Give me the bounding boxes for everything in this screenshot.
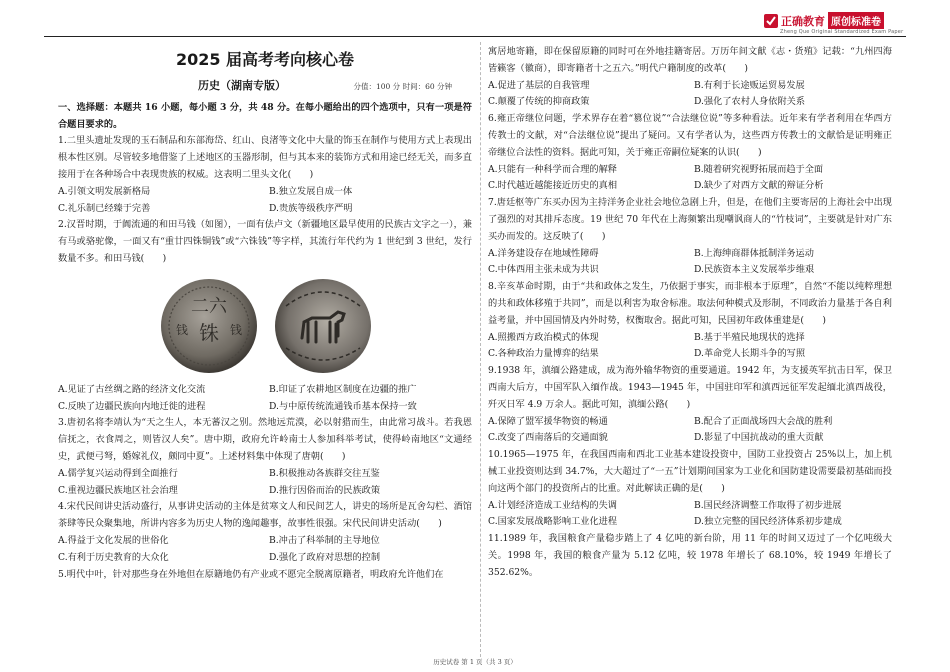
option-c[interactable]: C.礼乐制已经臻于完善 — [58, 202, 151, 214]
option-a[interactable]: A.促进了基层的自我管理 — [488, 79, 590, 91]
options — [488, 162, 892, 196]
options — [488, 78, 892, 112]
question-stem: 3.唐初名将李靖认为“天之生人，本无蕃汉之别。然地远荒漠，必以射猎而生，由此常习战斗。若我恩信抚之，衣食周之，则皆汉人矣”。唐中期，政府允许岭南士人参加科举考试，使得岭南地区“文通经史，武便弓弩，婚嫁礼仪，颇同中夏”。上述材料集中体现了唐朝( ) — [58, 417, 472, 462]
header-rule — [44, 36, 906, 37]
option-d[interactable]: D.推行因俗而治的民族政策 — [269, 484, 381, 496]
question-stem: 1.二里头遗址发现的玉石制品和东部海岱、红山、良渚等文化中大量的饰玉在制作与使用方式上表现出根本性区别。尽管较多地借鉴了上述地区的玉器形制，但与其本来的装饰方式和用途已经无关，而多直接用于在各种场合中表现贵族的权威。这表明二里头文化( ) — [58, 135, 472, 180]
options — [488, 330, 892, 364]
options — [58, 382, 472, 416]
options — [488, 414, 892, 448]
subject-title: 历史（湖南专版） — [198, 79, 286, 92]
column-divider — [480, 42, 481, 657]
question-5 — [58, 567, 472, 584]
question-stem: 5.明代中叶，针对那些身在外地但在原籍地仍有产业或不愿完全脱离原籍者，明政府允许他们在 — [58, 568, 444, 580]
option-c[interactable]: C.颠覆了传统的抑商政策 — [488, 96, 590, 108]
question-stem: 4.宋代民间讲史活动盛行，从事讲史活动的主体是贫寒文人和民间艺人，讲史的场所是瓦舍勾栏、酒馆茶肆等民众聚集地，所讲内容多为历史人物的逸闻趣事，故事性很强。宋代民间讲史活动( ) — [58, 501, 472, 530]
question-stem: 10.1965—1975 年，在我国西南和西北工业基本建设投资中，国防工业投资占 25%以上，加上机械工业投资则达到 34.7%，大大超过了“一五”计划期间国家为工业化和国防建设需要最初基础而投向这两个部门的投资所占的比重。对此解读正确的是( ) — [488, 449, 892, 494]
option-b[interactable]: B.冲击了科举制的主导地位 — [269, 534, 380, 546]
option-d[interactable]: D.强化了政府对思想的控制 — [269, 551, 381, 563]
page-footer: 历史试卷 第 1 页（共 3 页） — [433, 658, 517, 666]
option-c[interactable]: C.各种政治力量博弈的结果 — [488, 348, 599, 360]
option-a[interactable]: A.洋务建设存在地域性障碍 — [488, 247, 599, 259]
option-c[interactable]: C.改变了西南落后的交通面貌 — [488, 432, 608, 444]
option-c[interactable]: C.重视边疆民族地区社会治理 — [58, 484, 178, 496]
coin-figure — [158, 276, 472, 376]
question-7 — [488, 195, 892, 279]
options — [488, 246, 892, 280]
options — [58, 184, 472, 218]
option-b[interactable]: B.积极推动各族群交往互鉴 — [269, 467, 380, 479]
brand-logo — [764, 12, 904, 36]
option-a[interactable]: A.引领文明发展新格局 — [58, 185, 151, 197]
question-8 — [488, 279, 892, 363]
option-a[interactable]: A.见证了古丝绸之路的经济文化交流 — [58, 383, 206, 395]
option-c[interactable]: C.反映了边疆民族向内地迁徙的进程 — [58, 400, 206, 412]
question-stem: 11.1989 年，我国粮食产量稳步踏上了 4 亿吨的新台阶，用 11 年的时间又迈过了一个亿吨级大关。1998 年，我国的粮食产量为 5.12 亿吨，较 1978 年增长了 68.10%，较 1949 年增长了 352.62%。 — [488, 533, 892, 578]
options — [58, 533, 472, 567]
question-stem: 7.唐廷枢等广东买办因为主持洋务企业社会地位急剧上升，但是，在他们主要寄居的上海社会中出现了强烈的对其排斥态度。19 世纪 70 年代在上海频繁出现嘲讽商人的“竹枝词”，主要就是针对广东买办而发的。这反映了( ) — [488, 197, 892, 242]
question-10 — [488, 447, 892, 531]
option-a[interactable]: A.儒学复兴运动得到全面推行 — [58, 467, 178, 479]
option-d[interactable]: D.民族资本主义发展举步维艰 — [694, 264, 815, 276]
svg-text:钱: 钱 — [175, 322, 189, 337]
left-column — [58, 44, 472, 583]
option-a[interactable]: A.照搬西方政治模式的体现 — [488, 331, 599, 343]
option-c[interactable]: C.有利于历史教育的大众化 — [58, 551, 169, 563]
right-column — [488, 44, 892, 582]
question-9 — [488, 363, 892, 447]
option-d[interactable]: D.强化了农村人身依附关系 — [694, 96, 806, 108]
score-time-info: 分值：100 分 时间：60 分钟 — [353, 82, 452, 91]
question-stem: 8.辛亥革命时期，由于“共和政体之发生，乃依据于事实，而非根本于原理”，自然“不能以纯粹理想的共和政体移殖于共同”，而是以利害为取舍标准。取法何种模式及形制，不同政治力量基于各自利益考量，并中国国情及内外时势，权衡取舍。据此可知，民国初年政体重建是( ) — [488, 281, 892, 326]
option-c[interactable]: C.中体西用主张未成为共识 — [488, 264, 599, 276]
question-stem: 9.1938 年，滇缅公路建成，成为海外输华物资的重要通道。1942 年，为支援英军抗击日军，保卫西南大后方，中国军队入缅作战。1943—1945 年，中国驻印军和滇西远征军发起缅北滇西战役，歼灭日军 4.9 万余人。据此可知，滇缅公路( ) — [488, 365, 892, 410]
option-c[interactable]: C.国家发展战略影响工业化进程 — [488, 516, 618, 528]
svg-text:铢: 铢 — [199, 320, 219, 345]
section-heading: 一、选择题：本题共 16 小题，每小题 3 分，共 48 分。在每小题给出的四个选项中，只有一项是符合题目要求的。 — [58, 101, 472, 130]
question-4 — [58, 499, 472, 566]
svg-text:二六: 二六 — [191, 295, 227, 317]
question-1 — [58, 133, 472, 217]
option-b[interactable]: B.上海绅商群体抵制洋务运动 — [694, 247, 814, 259]
option-d[interactable]: D.贵族等级秩序严明 — [269, 202, 353, 214]
option-a[interactable]: A.得益于文化发展的世俗化 — [58, 534, 169, 546]
option-b[interactable]: B.随着研究视野拓展而趋于全面 — [694, 163, 824, 175]
option-b[interactable]: B.基于半殖民地现状的选择 — [694, 331, 805, 343]
coin-obverse-image — [158, 276, 260, 376]
option-b[interactable]: B.国民经济调整工作取得了初步进展 — [694, 499, 842, 511]
option-d[interactable]: D.影显了中国抗战动的重大贡献 — [694, 432, 824, 444]
option-a[interactable]: A.只能有一种科学而合理的解释 — [488, 163, 617, 175]
option-b[interactable]: B.独立发展自成一体 — [269, 185, 353, 197]
question-stem: 寓居地寄籍，即在保留原籍的同时可在外地挂籍寄居。万历年间文献《志・货殖》记载：“九州四海皆籁客（徽商），即寄籍者十之五六。”明代户籍制度的改革( ) — [488, 46, 892, 74]
option-d[interactable]: D.革命党人长期斗争的写照 — [694, 348, 806, 360]
brand-subtext: Zheng Que Original Standardized Exam Paper — [780, 29, 904, 35]
brand-tagline: 原创标准卷 — [828, 12, 884, 29]
option-b[interactable]: B.印证了农耕地区制度在边疆的推广 — [269, 383, 417, 395]
option-a[interactable]: A.保障了盟军援华物资的畅通 — [488, 415, 608, 427]
option-b[interactable]: B.配合了正面战场四大会战的胜利 — [694, 415, 833, 427]
page-title: 2025 届高考考向核心卷 — [175, 50, 355, 69]
checkmark-icon — [764, 14, 778, 28]
question-5-cont — [488, 44, 892, 111]
coin-reverse-horse-image — [272, 276, 374, 376]
option-d[interactable]: D.与中原传统流通钱币基本保持一致 — [269, 400, 417, 412]
question-6 — [488, 111, 892, 195]
options — [58, 466, 472, 500]
option-d[interactable]: D.缺少了对西方文献的辩证分析 — [694, 180, 824, 192]
option-b[interactable]: B.有利于长途贩运贸易发展 — [694, 79, 805, 91]
question-2 — [58, 217, 472, 415]
option-d[interactable]: D.独立完整的国民经济体系初步建成 — [694, 516, 842, 528]
question-stem: 6.雍正帝继位问题，学术界存在着“篡位说”“合法继位说”等多种看法。近年来有学者利用在华西方传教士的文献，对“合法继位说”提出了疑问。又有学者认为，这些西方传教士的文献恰是证明雍正帝继位合法性的资料。据此可知，关于雍正帝嗣位疑案的认识( ) — [488, 113, 892, 158]
brand-name: 正确教育 — [781, 14, 825, 28]
question-3 — [58, 415, 472, 499]
subheader — [58, 78, 472, 96]
question-11 — [488, 531, 892, 581]
option-a[interactable]: A.计划经济造成工业结构的失调 — [488, 499, 617, 511]
options — [488, 498, 892, 532]
question-stem: 2.汉晋时期，于阗流通的和田马钱（如图），一面有佉卢文（新疆地区最早使用的民族古文字之一），兼有马或骆驼像，一面又有“重廿四铢铜钱”或“六铢钱”等字样，其流行年代约为 1 世纪到 3 世纪，发行数量不多。和田马钱( ) — [58, 219, 472, 264]
option-c[interactable]: C.时代越近越能接近历史的真相 — [488, 180, 618, 192]
svg-text:钱: 钱 — [229, 322, 243, 337]
